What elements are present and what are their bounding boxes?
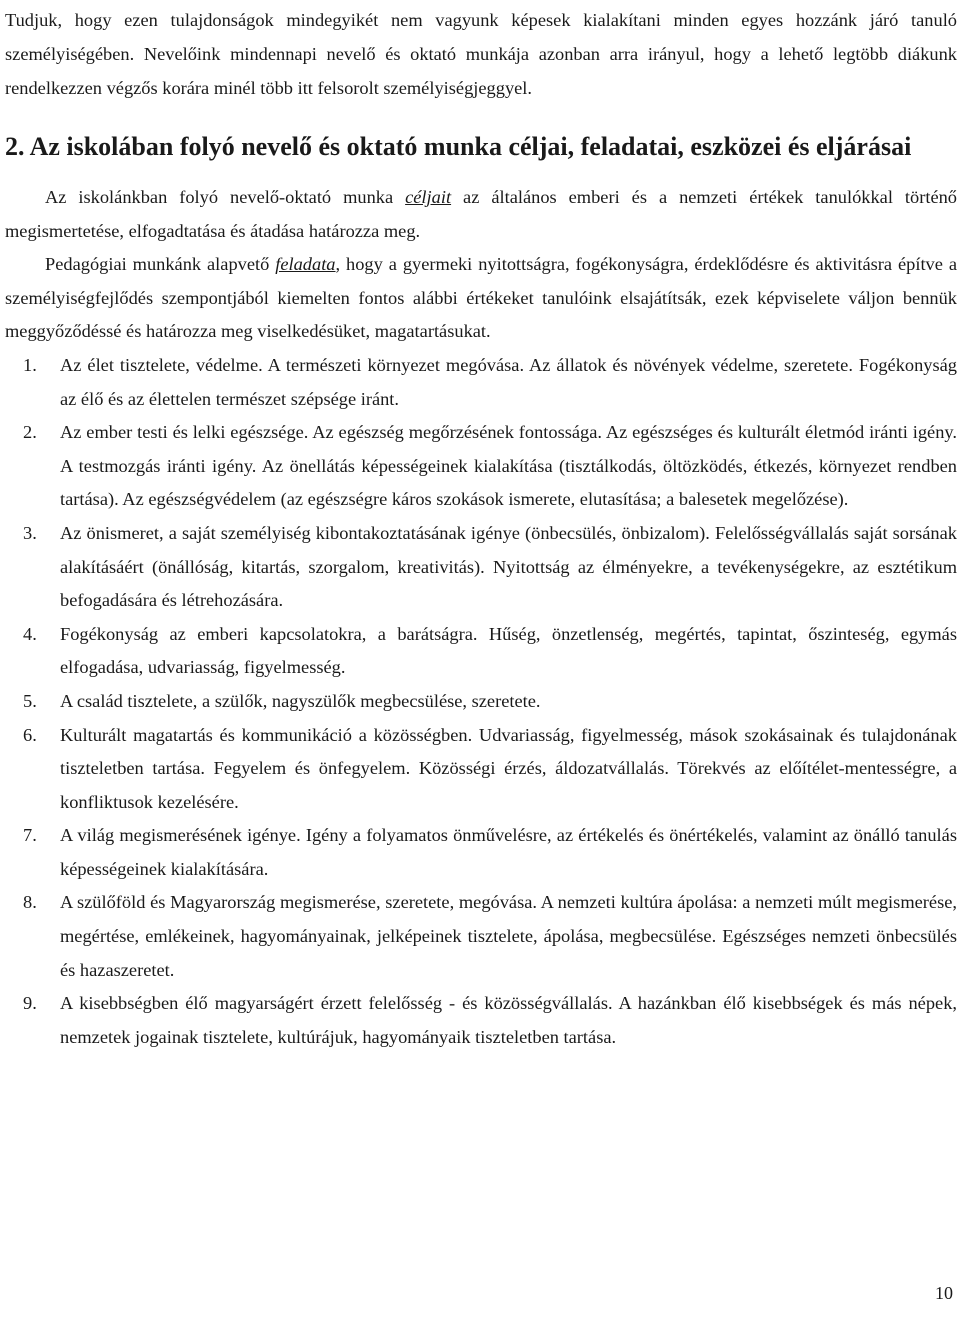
list-item-number: 3.	[23, 522, 37, 543]
goals-paragraph	[5, 181, 957, 248]
goals-emphasis: céljait	[405, 187, 452, 207]
list-item-text: Kulturált magatartás és kommunikáció a közösségben. Udvariasság, figyelmesség, mások szokásainak és tulajdonának tiszteletben tartása. Fegyelem és önfegyelem. Közösségi érzés, áldozatvállalás. Törekvés az előítélet-mentességre, a konfliktusok kezelésére.	[60, 724, 957, 812]
list-item-text: A család tisztelete, a szülők, nagyszülők megbecsülése, szeretete.	[60, 690, 541, 711]
list-item-number: 1.	[23, 354, 37, 375]
goals-text-before: Az iskolánkban folyó nevelő-oktató munka	[45, 187, 406, 207]
list-item	[5, 719, 957, 820]
tasks-text-before: Pedagógiai munkánk alapvető	[45, 254, 276, 275]
section-heading: 2. Az iskolában folyó nevelő és oktató munka céljai, feladatai, eszközei és eljárásai	[5, 132, 912, 161]
tasks-emphasis: feladata	[275, 254, 336, 275]
list-item-number: 9.	[23, 993, 37, 1014]
document-page	[5, 0, 957, 1054]
list-item	[5, 349, 957, 416]
list-item-number: 2.	[23, 422, 37, 443]
list-item-text: Fogékonyság az emberi kapcsolatokra, a barátságra. Hűség, önzetlenség, megértés, tapintat, őszinteség, egymás elfogadása, udvariasság, figyelmesség.	[60, 623, 957, 678]
list-item	[5, 685, 957, 719]
page-number: 10	[935, 1283, 953, 1303]
list-item-number: 8.	[23, 892, 37, 913]
list-item-number: 5.	[23, 690, 37, 711]
values-list	[5, 349, 957, 1054]
list-item	[5, 886, 957, 987]
list-item-text: Az élet tisztelete, védelme. A természeti környezet megóvása. Az állatok és növények védelme, szeretete. Fogékonyság az élő és az élettelen természet szépsége iránt.	[60, 354, 957, 409]
list-item-text: A világ megismerésének igénye. Igény a folyamatos önművelésre, az értékelés és önértékelés, valamint az önálló tanulás képességeinek kialakítására.	[60, 825, 957, 879]
list-item	[5, 416, 957, 517]
list-item-text: Az önismeret, a saját személyiség kibontakoztatásának igénye (önbecsülés, önbizalom). Felelősségvállalás saját sorsának alakításáért (önállóság, kitartás, szorgalom, kreativitás). Nyitottság az élményekre, a tevékenységekre, az esztétikum befogadására és létrehozására.	[60, 522, 957, 611]
list-item	[5, 517, 957, 618]
tasks-paragraph	[5, 248, 957, 349]
intro-paragraph: Tudjuk, hogy ezen tulajdonságok mindegyikét nem vagyunk képesek kialakítani minden egyes hozzánk járó tanuló személyiségében. Nevelőink mindennapi nevelő és oktató munkája azonban arra irányul, hogy a lehető legtöbb diákunk rendelkezzen végzős korára minél több itt felsorolt személyiségjeggyel.	[5, 10, 957, 98]
tasks-text-after: , hogy a gyermeki nyitottságra, fogékonyságra, érdeklődésre és aktivitásra építve a személyiségfejlődés szempontjából kiemelten fontos alábbi értékeket tanulóink elsajátítsák, ezek képviselete váljon bennük meggyőződéssé és határozza meg viselkedésüket, magatartásukat.	[5, 254, 957, 342]
list-item-number: 6.	[23, 724, 37, 745]
list-item-number: 4.	[23, 623, 37, 644]
list-item-text: Az ember testi és lelki egészsége. Az egészség megőrzésének fontossága. Az egészséges és kulturált életmód iránti igény. A testmozgás iránti igény. Az önellátás képességeinek kialakítása (tisztálkodás, öltözködés, étkezés, környezet rendben tartása). Az egészségvédelem (az egészségre káros szokások ismerete, elutasítása; a balesetek megelőzése).	[60, 422, 957, 510]
goals-text-after: az általános emberi és a nemzeti értékek tanulókkal történő megismertetése, elfogadtatása és átadása határozza meg.	[5, 187, 957, 241]
list-item	[5, 618, 957, 685]
list-item-number: 7.	[23, 825, 37, 846]
list-item	[5, 987, 957, 1054]
list-item-text: A kisebbségben élő magyarságért érzett felelősség - és közösségvállalás. A hazánkban élő kisebbségek és más népek, nemzetek jogainak tisztelete, kultúrájuk, hagyományaik tiszteletben tartása.	[60, 993, 957, 1047]
list-item-text: A szülőföld és Magyarország megismerése, szeretete, megóvása. A nemzeti kultúra ápolása: a nemzeti múlt megismerése, megértése, emlékeinek, hagyományainak, jelképeinek tisztelete, ápolása, megbecsülése. Egészséges nemzeti önbecsülés és hazaszeretet.	[60, 892, 957, 980]
list-item	[5, 819, 957, 886]
